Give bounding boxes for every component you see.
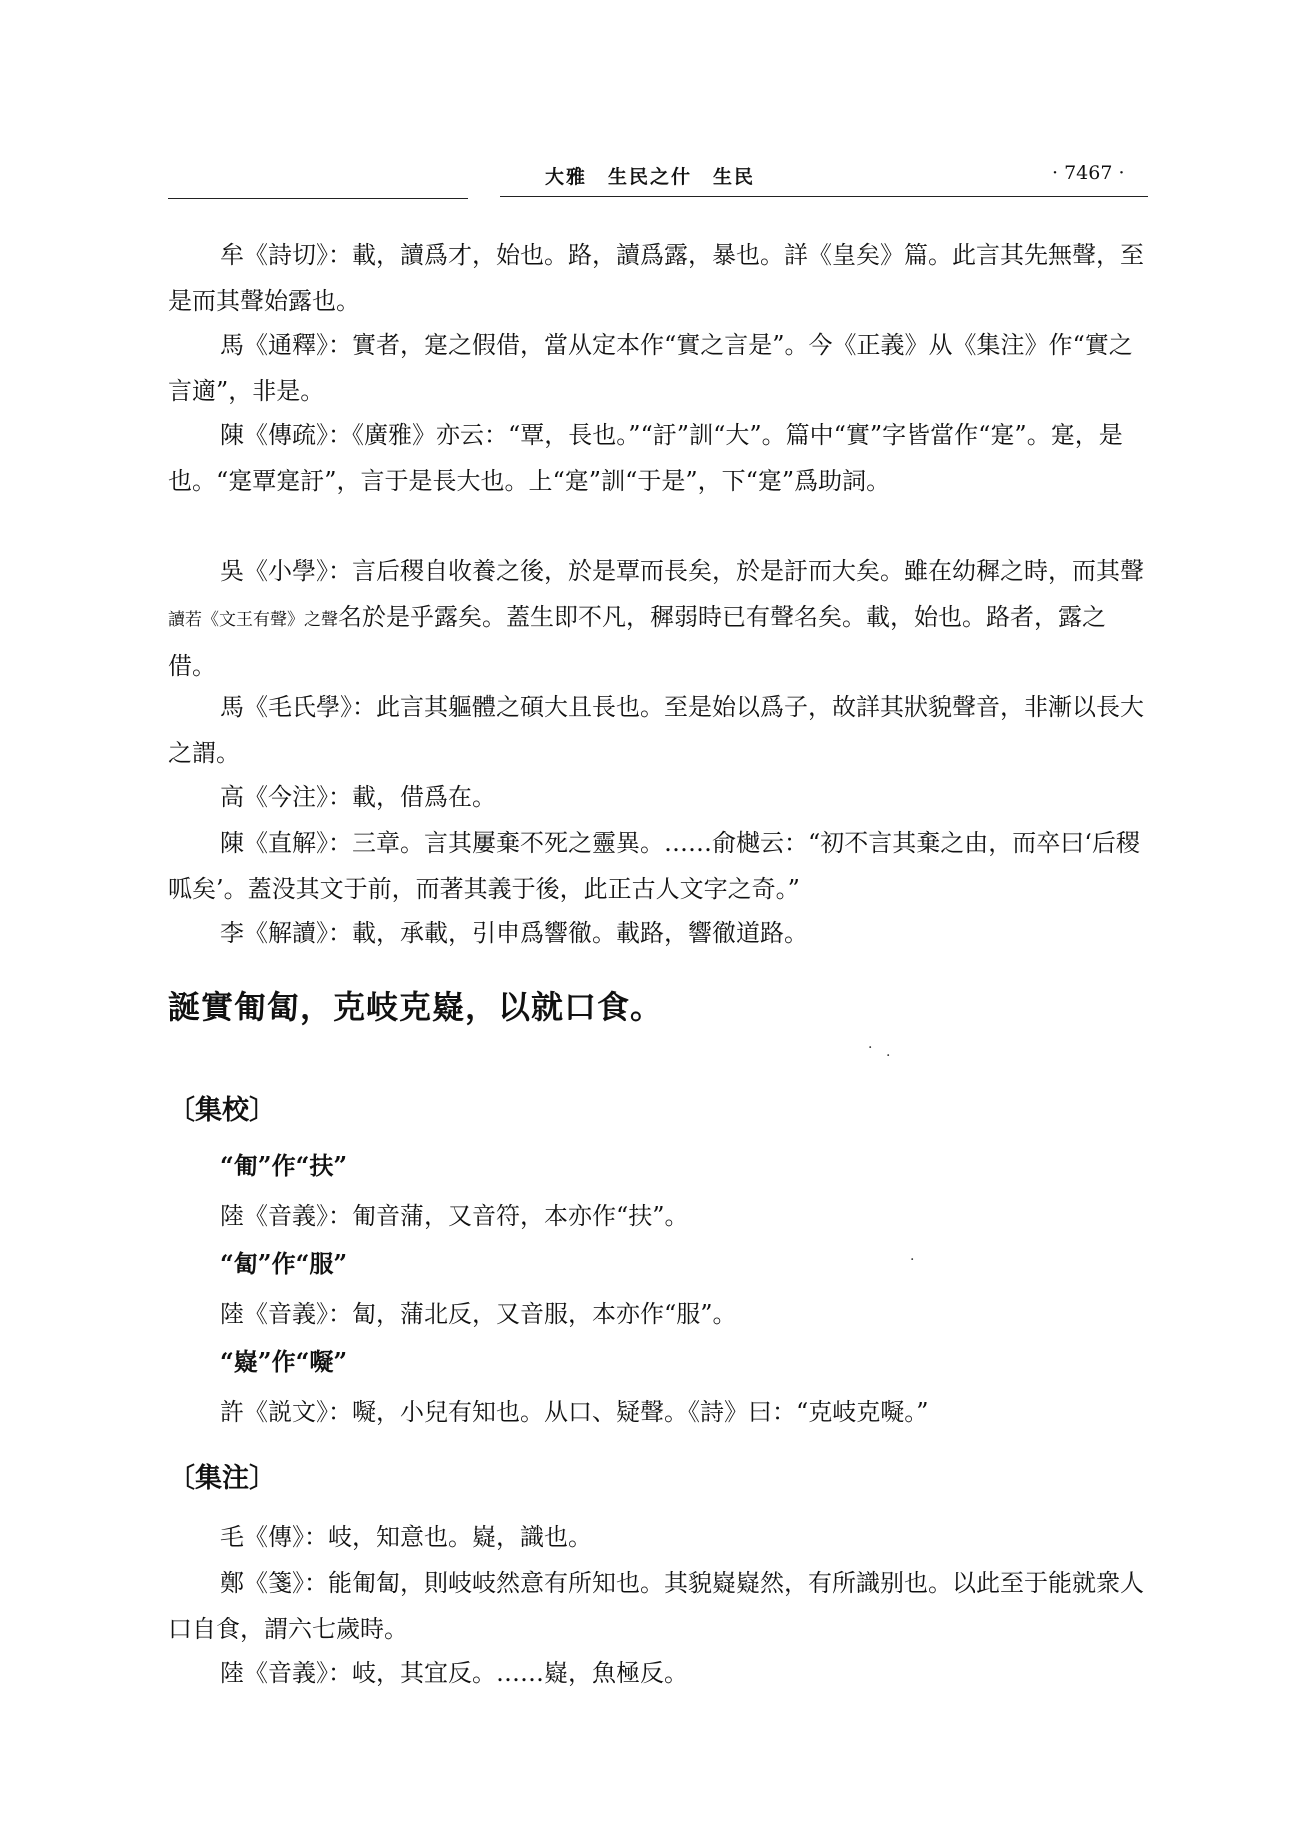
commentary-paragraph: 高《今注》：載，借爲在。 — [220, 783, 496, 811]
scan-speck: · — [868, 1040, 873, 1056]
header-title: 大雅 生民之什 生民 — [544, 166, 755, 188]
page-number: · 7467 · — [1052, 162, 1125, 184]
paragraph-text: 名於是乎露矣。蓋生即不凡，穉弱時已有聲名矣。載，始也。路者，露之借。 — [168, 603, 1106, 680]
commentary-paragraph: 李《解讀》：載，承載，引申爲響徹。載路，響徹道路。 — [220, 919, 808, 947]
commentary-paragraph: 牟《詩切》：載，讀爲才，始也。路，讀爲露，暴也。詳《皇矣》篇。此言其先無聲，至是而其聲始露也。 — [168, 241, 1144, 315]
header-rule-right — [500, 196, 1148, 197]
commentary-paragraph: 馬《通釋》：實者，寔之假借，當从定本作“實之言是”。今《正義》从《集注》作“實之言適”，非是。 — [168, 331, 1133, 405]
verse-heading: 誕實匍匐，克岐克嶷，以就口食。 — [168, 988, 664, 1026]
phonetic-gloss: 讀若《文王有聲》之聲 — [168, 610, 338, 630]
commentary-paragraph — [168, 548, 1148, 689]
commentary-paragraph: 陸《音義》：岐，其宜反。……嶷，魚極反。 — [220, 1659, 688, 1687]
commentary-paragraph: 馬《毛氏學》：此言其軀體之碩大且長也。至是始以爲子，故詳其狀貌聲音，非漸以長大之謂。 — [168, 693, 1144, 767]
header-rule-left — [168, 198, 468, 199]
variant-note: 陸《音義》：匐，蒲北反，又音服，本亦作“服”。 — [220, 1300, 737, 1328]
variant-heading: “匍”作“扶” — [220, 1151, 348, 1180]
paragraph-text: 吳《小學》：言后稷自收養之後，於是覃而長矣，於是訏而大矣。雖在幼穉之時，而其聲 — [220, 557, 1144, 585]
variant-note: 許《説文》：㘈，小兒有知也。从口、疑聲。《詩》曰：“克岐克㘈。” — [220, 1398, 929, 1426]
section-heading-jizhu: 〔集注〕 — [168, 1463, 276, 1494]
scan-speck: · — [886, 1048, 891, 1064]
commentary-paragraph: 陳《直解》：三章。言其屢棄不死之靈異。……俞樾云：“初不言其棄之由，而卒曰‘后稷呱矣’。蓋没其文于前，而著其義于後，此正古人文字之奇。” — [168, 829, 1140, 903]
scan-speck: · — [910, 1252, 915, 1268]
variant-note: 陸《音義》：匍音蒲，又音符，本亦作“扶”。 — [220, 1202, 689, 1230]
variant-heading: “匐”作“服” — [220, 1249, 348, 1278]
commentary-paragraph: 鄭《箋》：能匍匐，則岐岐然意有所知也。其貌嶷嶷然，有所識别也。以此至于能就衆人口自食，謂六七歲時。 — [168, 1569, 1144, 1643]
commentary-paragraph: 陳《傳疏》：《廣雅》亦云：“覃，長也。”“訏”訓“大”。篇中“實”字皆當作“寔”。寔，是也。“寔覃寔訏”，言于是長大也。上“寔”訓“于是”，下“寔”爲助詞。 — [168, 421, 1123, 495]
commentary-paragraph: 毛《傳》：岐，知意也。嶷，識也。 — [220, 1523, 592, 1551]
variant-heading: “嶷”作“㘈” — [220, 1347, 348, 1376]
section-heading-jijiao: 〔集校〕 — [168, 1095, 276, 1126]
